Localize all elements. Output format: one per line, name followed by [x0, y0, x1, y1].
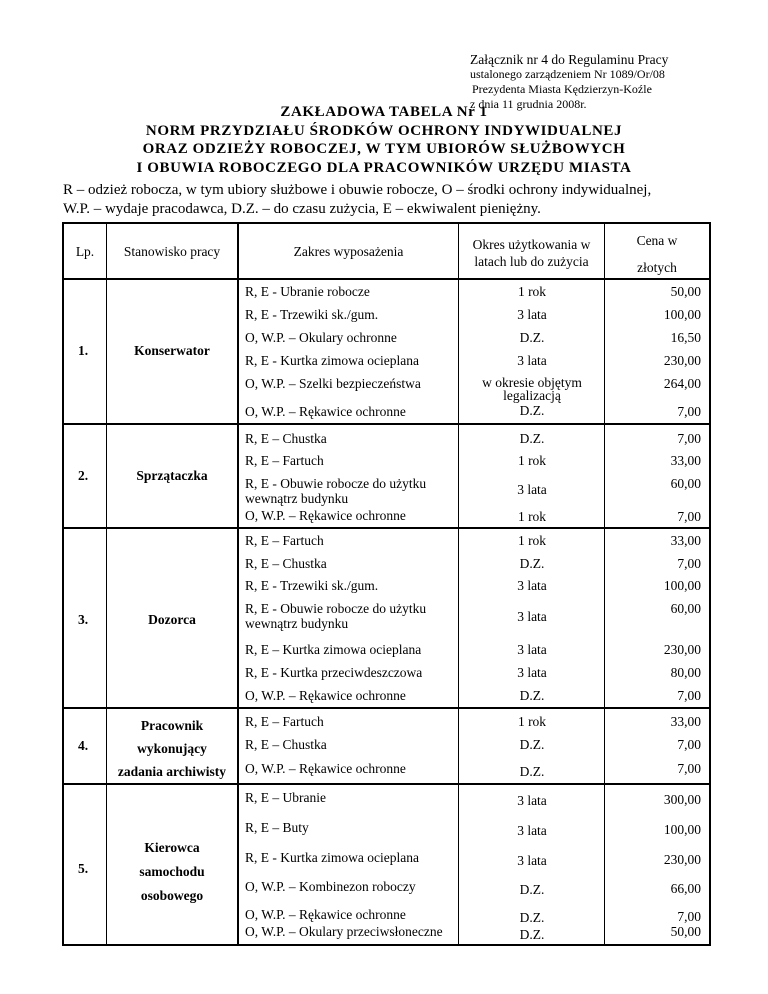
row-cena: 230,00	[663, 852, 701, 867]
row-zakres: R, E – Fartuch	[245, 453, 324, 468]
header-cena	[605, 227, 709, 281]
position-line: osobowego	[140, 888, 204, 903]
annex-line-1: Załącznik nr 4 do Regulaminu Pracy	[470, 52, 669, 67]
annex-line-3: Prezydenta Miasta Kędzierzyn-Koźle	[472, 82, 652, 96]
col-divider	[604, 224, 605, 944]
annex-line-4: z dnia 11 grudnia 2008r.	[470, 97, 587, 111]
header-cena-line-2: złotych	[637, 260, 677, 275]
title-line-2: NORM PRZYDZIAŁU ŚRODKÓW OCHRONY INDYWIDUALNEJ	[145, 122, 623, 139]
row-zakres: R, E - Trzewiki sk./gum.	[245, 307, 379, 322]
row-cena: 7,00	[677, 404, 701, 419]
position-line: zadania archiwisty	[117, 764, 227, 779]
legend	[63, 181, 723, 219]
row-okres: D.Z.	[519, 556, 545, 571]
header-cena-line-1: Cena w	[636, 233, 678, 248]
zakres-line: wewnątrz budynku	[245, 616, 349, 631]
row-cena: 100,00	[663, 822, 701, 837]
title-line-1: ZAKŁADOWA TABELA Nr 1	[280, 104, 488, 120]
row-zakres: O, W.P. – Okulary ochronne	[245, 330, 397, 345]
row-cena: 33,00	[670, 453, 701, 468]
row-zakres: R, E - Kurtka przeciwdeszczowa	[245, 665, 423, 680]
row-cena: 7,00	[677, 509, 701, 524]
row-okres: 3 lata	[517, 482, 547, 497]
row-zakres: R, E – Chustka	[245, 737, 327, 752]
row-zakres: R, E – Buty	[245, 820, 309, 835]
row-okres: D.Z.	[519, 431, 545, 446]
row-cena: 230,00	[663, 642, 701, 657]
row-zakres: R, E - Kurtka zimowa ocieplana	[245, 850, 419, 865]
row-zakres: O, W.P. – Rękawice ochronne	[245, 761, 406, 776]
group-divider	[64, 527, 709, 529]
row-okres: D.Z.	[519, 764, 545, 779]
row-cena: 100,00	[663, 307, 701, 322]
title-line-4: I OBUWIA ROBOCZEGO DLA PRACOWNIKÓW URZĘDU MIASTA	[136, 159, 632, 176]
row-zakres: R, E – Kurtka zimowa ocieplana	[245, 642, 422, 657]
col-divider	[237, 224, 239, 944]
row-zakres: O, W.P. – Rękawice ochronne	[245, 688, 406, 703]
row-okres: 3 lata	[517, 853, 547, 868]
row-okres: 1 rok	[517, 714, 547, 729]
row-okres: 3 lata	[517, 609, 547, 624]
position-line: Pracownik	[140, 718, 204, 733]
row-cena: 60,00	[670, 601, 701, 616]
header-okres-line-2: latach lub do zużycia	[474, 254, 589, 269]
position-line: samochodu	[139, 864, 205, 879]
row-okres: 1 rok	[517, 284, 547, 299]
row-okres: D.Z.	[519, 927, 545, 942]
row-cena: 230,00	[663, 353, 701, 368]
row-okres: 3 lata	[517, 307, 547, 322]
row-okres: D.Z.	[519, 737, 545, 752]
row-cena: 16,50	[670, 330, 701, 345]
okres-line: w okresie objętym	[482, 375, 582, 390]
group-position	[107, 612, 237, 627]
group-divider	[64, 423, 709, 425]
title-line-3: ORAZ ODZIEŻY ROBOCZEJ, W TYM UBIORÓW SŁUŻBOWYCH	[142, 141, 626, 157]
row-zakres: R, E – Fartuch	[245, 533, 324, 548]
row-cena: 100,00	[663, 578, 701, 593]
row-cena: 60,00	[670, 476, 701, 491]
row-okres: D.Z.	[519, 688, 545, 703]
row-zakres: R, E – Fartuch	[245, 714, 324, 729]
row-cena: 7,00	[677, 688, 701, 703]
row-okres: 1 rok	[517, 533, 547, 548]
row-okres: D.Z.	[519, 330, 545, 345]
row-okres: 3 lata	[517, 353, 547, 368]
legend-line-1: R – odzież robocza, w tym ubiory służbowe i obuwie robocze, O – środki ochrony indywidualnej,	[63, 182, 652, 198]
row-okres: D.Z.	[519, 910, 545, 925]
row-zakres: O, W.P. – Rękawice ochronne	[245, 508, 406, 523]
row-zakres: R, E – Ubranie	[245, 790, 326, 805]
zakres-line: R, E - Obuwie robocze do użytku	[245, 476, 427, 491]
header-okres	[459, 236, 604, 270]
row-cena: 300,00	[663, 792, 701, 807]
group-divider	[64, 707, 709, 709]
annex-line-2: ustalonego zarządzeniem Nr 1089/Or/08	[470, 67, 665, 81]
row-cena: 33,00	[670, 714, 701, 729]
row-okres: 3 lata	[517, 578, 547, 593]
row-okres: 3 lata	[517, 823, 547, 838]
position-line: Kierowca	[144, 840, 200, 855]
row-zakres: O, W.P. – Kombinezon roboczy	[245, 879, 416, 894]
row-cena: 66,00	[670, 881, 701, 896]
row-zakres: R, E - Kurtka zimowa ocieplana	[245, 353, 419, 368]
row-zakres: R, E – Chustka	[245, 556, 327, 571]
row-okres: D.Z.	[519, 882, 545, 897]
group-position	[107, 468, 237, 483]
row-cena: 50,00	[670, 284, 701, 299]
group-position	[107, 714, 237, 783]
row-zakres: O, W.P. – Rękawice ochronne	[245, 907, 406, 922]
row-okres: 1 rok	[517, 453, 547, 468]
okres-line: legalizacją	[503, 388, 561, 403]
row-zakres	[245, 601, 455, 631]
row-okres	[464, 376, 600, 402]
header-lp: Lp.	[75, 244, 95, 259]
row-cena: 264,00	[663, 376, 701, 391]
legend-line-2: W.P. – wydaje pracodawca, D.Z. – do czasu zużycia, E – ekwiwalent pieniężny.	[63, 201, 541, 217]
row-zakres: O, W.P. – Rękawice ochronne	[245, 404, 406, 419]
row-zakres: R, E - Trzewiki sk./gum.	[245, 578, 379, 593]
header-stanowisko: Stanowisko pracy	[123, 244, 221, 259]
position-line: Konserwator	[134, 343, 210, 358]
row-cena: 7,00	[677, 909, 701, 924]
row-zakres	[245, 476, 455, 506]
row-zakres: O, W.P. – Okulary przeciwsłoneczne	[245, 924, 443, 939]
document-title	[0, 103, 768, 177]
row-zakres: O, W.P. – Szelki bezpieczeństwa	[245, 376, 421, 391]
position-line: Dozorca	[148, 612, 196, 627]
group-number: 5.	[78, 861, 89, 876]
row-cena: 33,00	[670, 533, 701, 548]
row-cena: 80,00	[670, 665, 701, 680]
row-okres: 1 rok	[517, 509, 547, 524]
row-zakres: R, E - Ubranie robocze	[245, 284, 370, 299]
group-position	[107, 343, 237, 358]
zakres-line: wewnątrz budynku	[245, 491, 349, 506]
position-line: wykonujący	[137, 741, 207, 756]
position-line: Sprzątaczka	[136, 468, 208, 483]
row-cena: 7,00	[677, 431, 701, 446]
row-cena: 7,00	[677, 737, 701, 752]
col-divider	[458, 224, 459, 944]
row-cena: 7,00	[677, 556, 701, 571]
header-zakres: Zakres wyposażenia	[293, 244, 404, 259]
group-number: 4.	[78, 738, 89, 753]
row-okres: D.Z.	[519, 403, 545, 418]
row-zakres: R, E – Chustka	[245, 431, 327, 446]
group-position	[107, 836, 237, 908]
group-divider	[64, 783, 709, 785]
row-okres: 3 lata	[517, 642, 547, 657]
group-number: 1.	[78, 343, 89, 358]
group-number: 2.	[78, 468, 89, 483]
row-cena: 50,00	[670, 924, 701, 939]
group-number: 3.	[78, 612, 89, 627]
row-okres: 3 lata	[517, 793, 547, 808]
zakres-line: R, E - Obuwie robocze do użytku	[245, 601, 427, 616]
header-okres-line-1: Okres użytkowania w	[472, 237, 591, 252]
row-okres: 3 lata	[517, 665, 547, 680]
norms-table	[62, 222, 711, 946]
row-cena: 7,00	[677, 761, 701, 776]
